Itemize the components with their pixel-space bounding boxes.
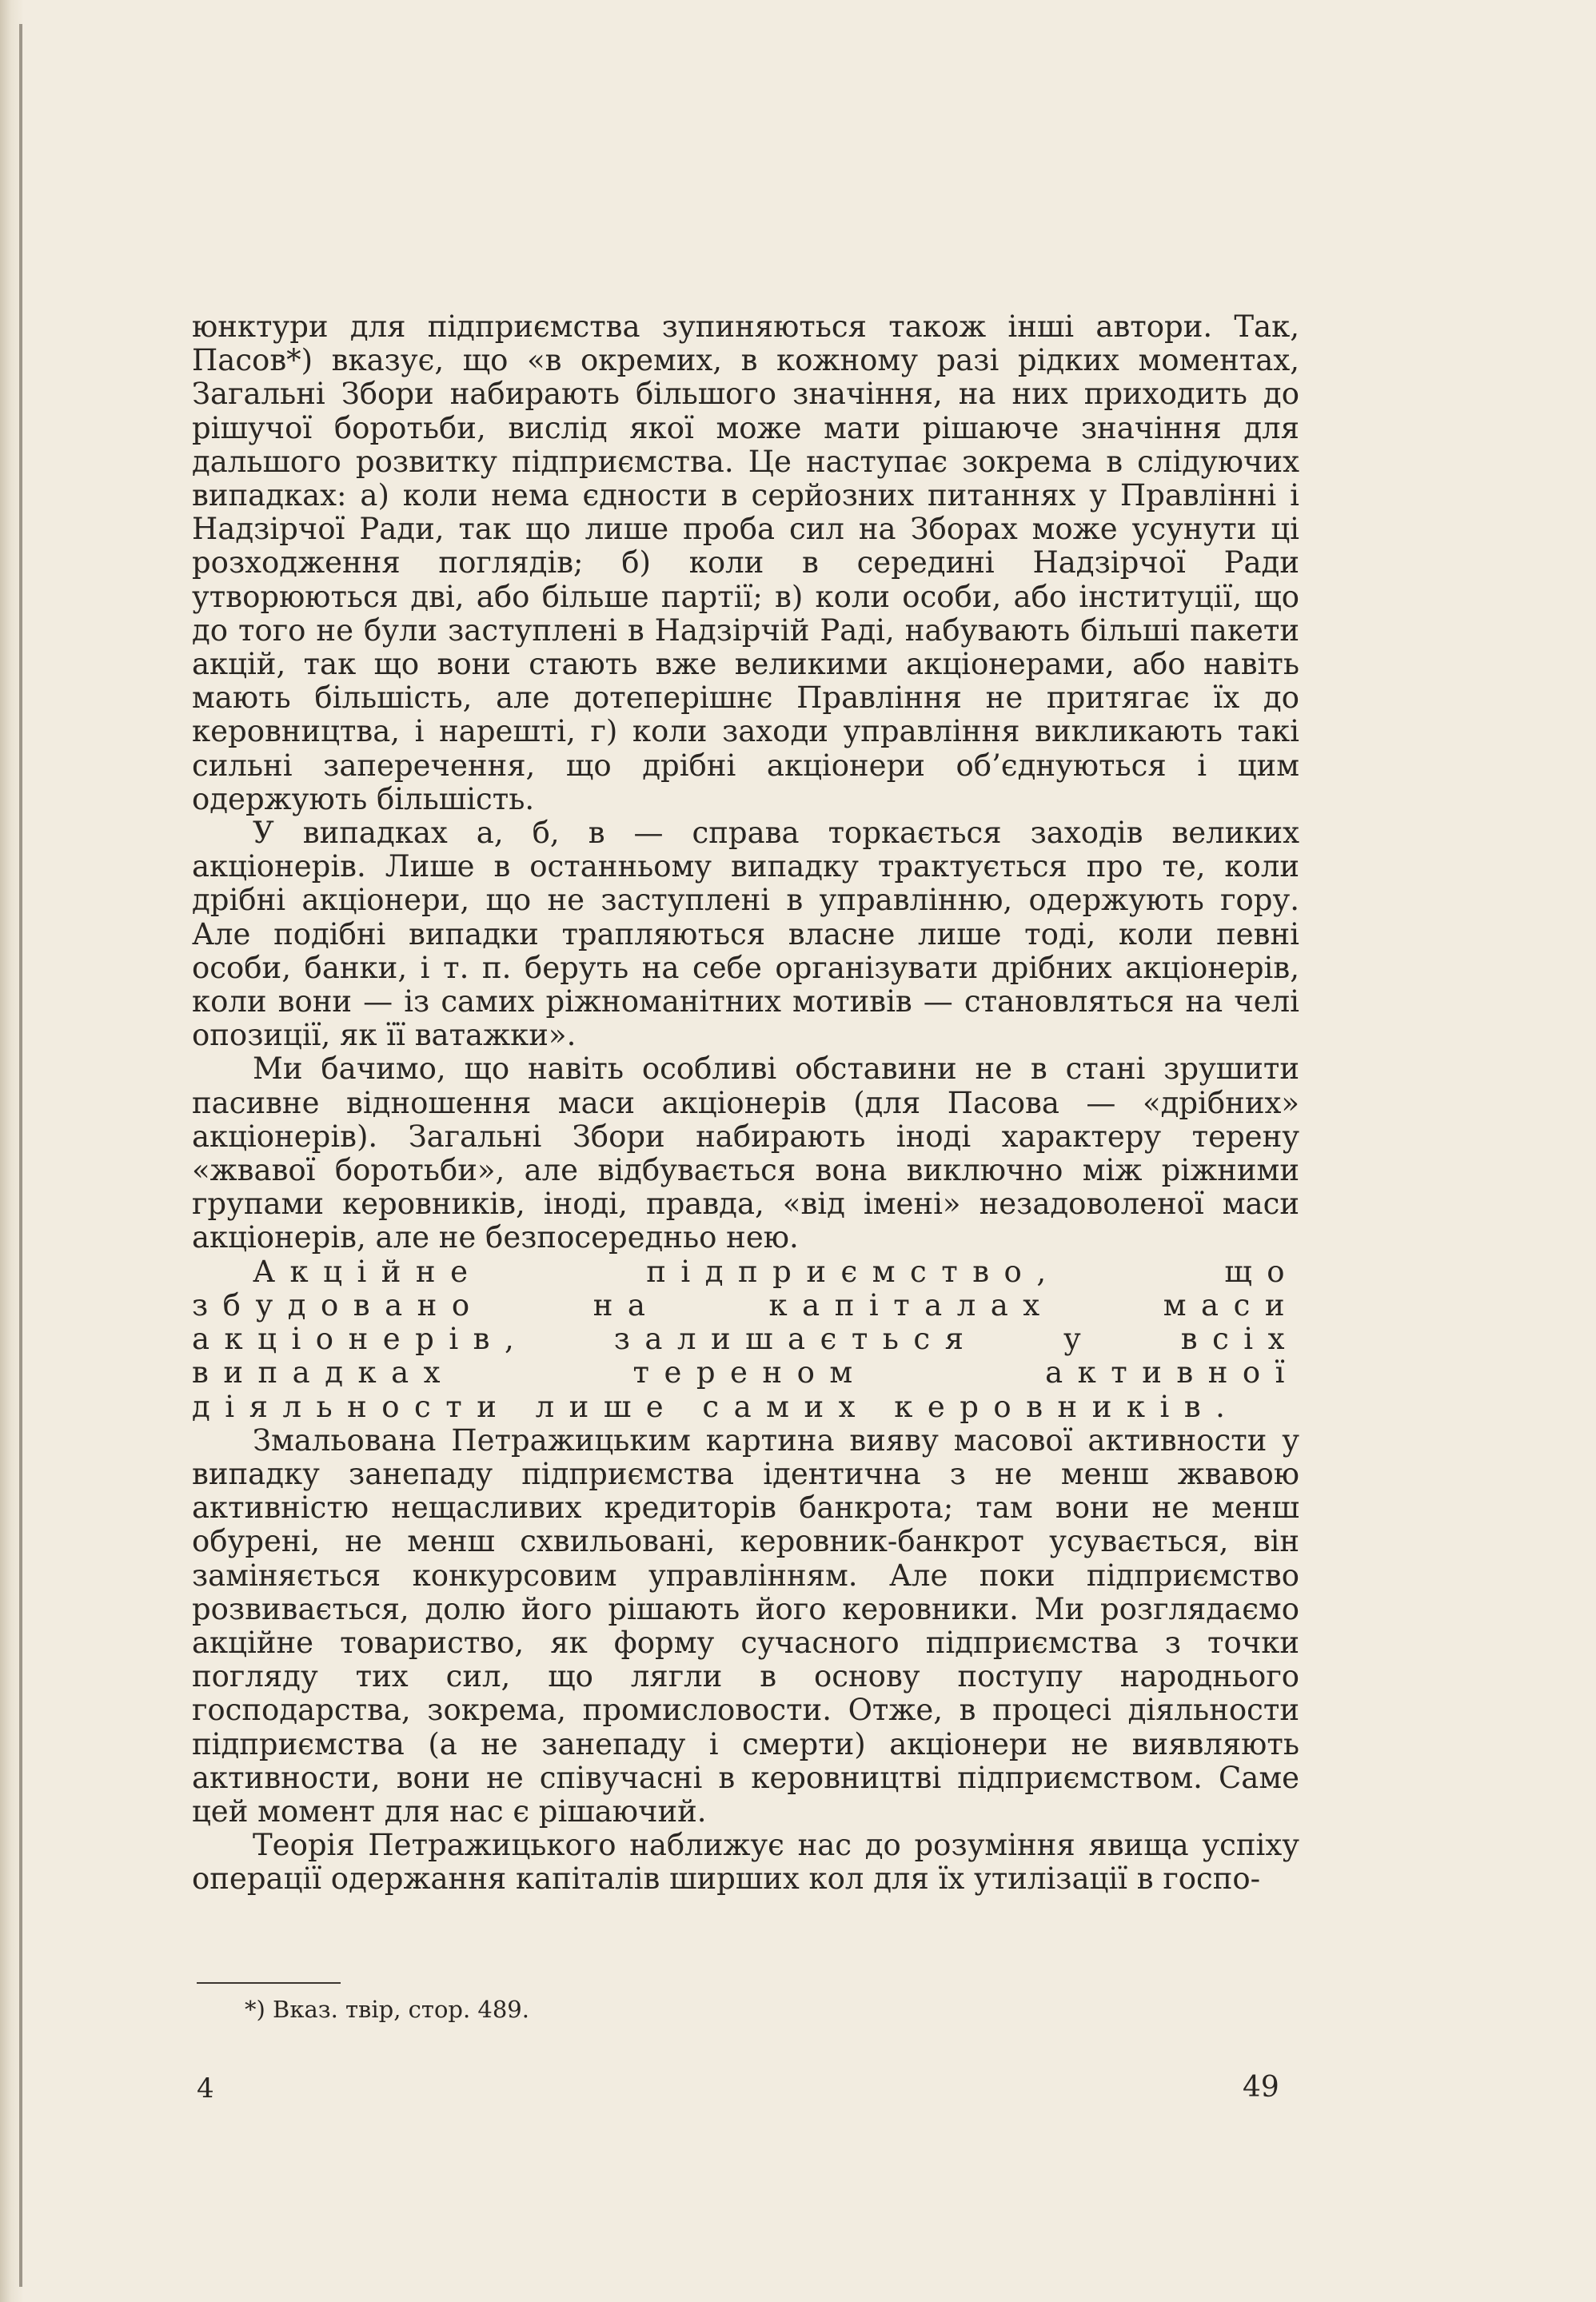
signature-mark: 4 xyxy=(197,2073,214,2105)
paragraph-4-emphasized: Акційне підприємство, що збудовано на капіталах маси акціонерів, залишається у всіх випадках тереном активної діяльности лише самих керовників. xyxy=(192,1254,1299,1424)
binding-edge xyxy=(19,24,22,2287)
paragraph-2: У випадках а, б, в — справа торкається заходів великих акціонерів. Лише в останньому випадку трактується про те, коли дрібні акціонери, що не заступлені в управлінню, одержують гору. Але подібні випадки трапляються власне лише тоді, коли певні особи, банки, і т. п. беруть на себе організувати дрібних акціонерів, коли вони — із самих ріжноманітних мотивів — становляться на челі опозиції, як її ватажки». xyxy=(192,816,1299,1053)
paragraph-1: юнктури для підприємства зупиняються також інші автори. Так, Пасов*) вказує, що «в окремих, в кожному разі рідких моментах, Загальні Збори набирають більшого значіння, на них приходить до рішучої боротьби, вислід якої може мати рішаюче значіння для дальшого розвитку підприємства. Це наступає зокрема в слідуючих випадках: а) коли нема єдности в серйозних питаннях у Правлінні і Надзірчої Ради, так що лише проба сил на Зборах може усунути ці розходження поглядів; б) коли в середині Надзірчої Ради утворюються дві, або більше партії; в) коли особи, або інституції, що до того не були заступлені в Надзірчій Раді, набувають більші пакети акцій, так що вони стають вже великими акціонерами, або навіть мають більшість, але дотеперішнє Правління не притягає їх до керовництва, і нарешті, г) коли заходи управління викликають такі сильні заперечення, що дрібні акціонери об’єднуються і цим одержують більшість. xyxy=(192,309,1299,816)
page-number: 49 xyxy=(1243,2071,1279,2104)
paragraph-5: Змальована Петражицьким картина вияву масової активности у випадку занепаду підприємства ідентична з не менш жвавою активністю нещасливих кредиторів банкрота; там вони не менш обурені, не менш схвильовані, керовник-банкрот усувається, він заміняється конкурсовим управлінням. Але поки підприємство розвивається, долю його рішають його керовники. Ми розглядаємо акційне товариство, як форму сучасного підприємства з точки погляду тих сил, що лягли в основу поступу народнього господарства, зокрема, промисловости. Отже, в процесі діяльности підприємства (а не занепаду і смерти) акціонери не виявляють активности, вони не співучасні в керовництві підприємством. Саме цей момент для нас є рішаючий. xyxy=(192,1422,1299,1829)
footnote-divider xyxy=(197,1982,341,1984)
paragraph-3: Ми бачимо, що навіть особливі обставини не в стані зрушити пасивне відношення маси акціонерів (для Пасова — «дрібних» акціонерів). Загальні Збори набирають іноді характеру терену «жвавої боротьби», але відбувається вона виключно між ріжними групами керовників, іноді, правда, «від імені» незадоволеної маси акціонерів, але не безпосередньо нею. xyxy=(192,1051,1299,1255)
body-text xyxy=(192,310,1299,1897)
paragraph-6: Теорія Петражицького наближує нас до розуміння явища успіху операції одержання капіталів ширших кол для їх утилізації в госпо- xyxy=(192,1828,1299,1897)
footnote: *) Вказ. твір, стор. 489. xyxy=(245,1996,529,2023)
